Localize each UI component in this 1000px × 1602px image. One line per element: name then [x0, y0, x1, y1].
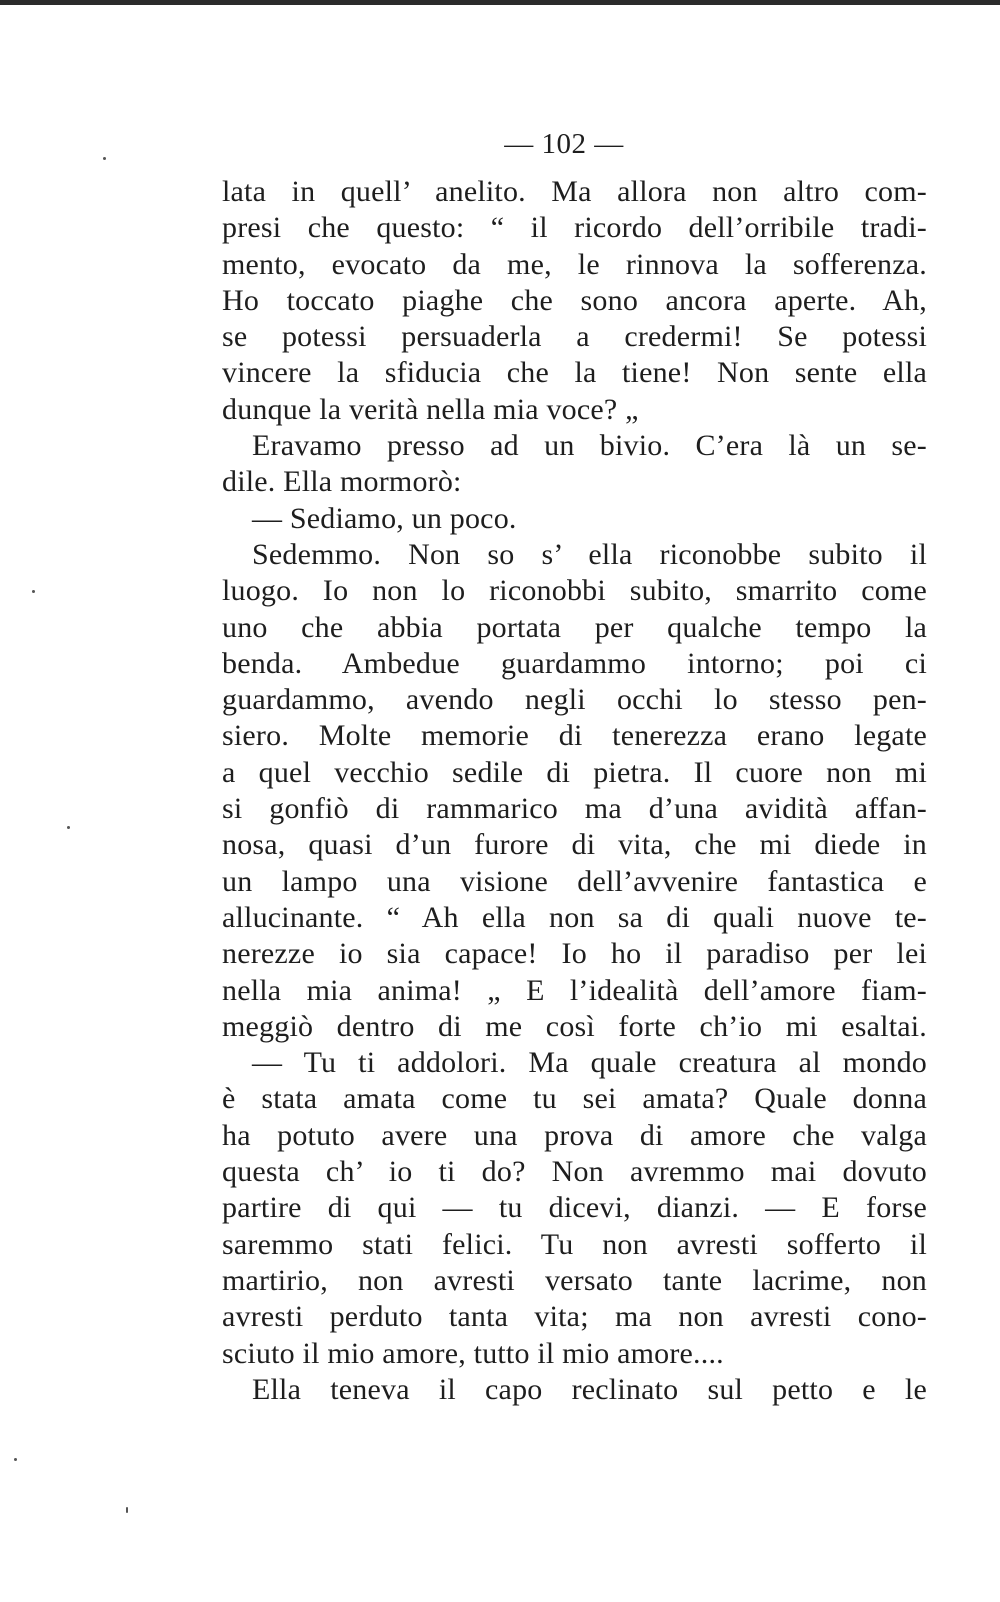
text-line: meggiò dentro di me così forte ch’io mi esaltai.	[222, 1009, 927, 1043]
text-line: siero. Molte memorie di tenerezza erano legate	[222, 719, 927, 753]
text-line: guardammo, avendo negli occhi lo stesso pen-	[222, 683, 927, 717]
text-line: dunque la verità nella mia voce? „	[222, 392, 639, 426]
text-line: benda. Ambedue guardammo intorno; poi ci	[222, 646, 927, 680]
text-line: mento, evocato da me, le rinnova la sofferenza.	[222, 247, 927, 281]
text-line: allucinante. “ Ah ella non sa di quali nuove te-	[222, 900, 927, 934]
paper-speck	[32, 590, 35, 593]
paper-speck	[126, 1507, 128, 1513]
text-line: luogo. Io non lo riconobbi subito, smarrito come	[222, 574, 927, 608]
text-line: presi che questo: “ il ricordo dell’orribile tradi-	[222, 211, 927, 245]
text-line: martirio, non avresti versato tante lacrime, non	[222, 1263, 927, 1297]
text-line: dile. Ella mormorò:	[222, 465, 462, 499]
text-line: si gonfiò di rammarico ma d’una avidità affan-	[222, 792, 927, 826]
paper-speck	[14, 1458, 17, 1461]
text-line: se potessi persuaderla a credermi! Se potessi	[222, 320, 927, 354]
text-line: — Sediamo, un poco.	[252, 501, 517, 535]
page-top-edge	[0, 0, 1000, 5]
text-line: Eravamo presso ad un bivio. C’era là un se-	[252, 429, 927, 463]
text-line: avresti perduto tanta vita; ma non avresti cono-	[222, 1300, 927, 1334]
text-line: un lampo una visione dell’avvenire fantastica e	[222, 864, 927, 898]
text-line: vincere la sfiducia che la tiene! Non sente ella	[222, 356, 927, 390]
paper-speck	[103, 157, 106, 160]
text-line: Sedemmo. Non so s’ ella riconobbe subito il	[252, 537, 927, 571]
text-line: è stata amata come tu sei amata? Quale donna	[222, 1082, 927, 1116]
text-line: a quel vecchio sedile di pietra. Il cuore non mi	[222, 755, 927, 789]
text-line: nerezze io sia capace! Io ho il paradiso per lei	[222, 937, 927, 971]
text-line: Ella teneva il capo reclinato sul petto e le	[252, 1372, 927, 1406]
text-line: sciuto il mio amore, tutto il mio amore....	[222, 1336, 724, 1370]
text-line: questa ch’ io ti do? Non avremmo mai dovuto	[222, 1155, 927, 1189]
text-line: uno che abbia portata per qualche tempo la	[222, 610, 927, 644]
text-line: saremmo stati felici. Tu non avresti sofferto il	[222, 1227, 927, 1261]
text-line: ha potuto avere una prova di amore che valga	[222, 1118, 927, 1152]
text-line: nella mia anima! „ E l’idealità dell’amore fiam-	[222, 973, 927, 1007]
text-line: partire di qui — tu dicevi, dianzi. — E forse	[222, 1191, 927, 1225]
page-number: — 102 —	[504, 128, 624, 160]
paper-speck	[67, 826, 70, 829]
text-line: lata in quell’ anelito. Ma allora non altro com-	[222, 175, 927, 208]
text-line: nosa, quasi d’un furore di vita, che mi diede in	[222, 828, 927, 862]
body-text	[222, 174, 927, 1408]
text-line: Ho toccato piaghe che sono ancora aperte. Ah,	[222, 283, 927, 317]
text-line: — Tu ti addolori. Ma quale creatura al mondo	[252, 1046, 927, 1080]
